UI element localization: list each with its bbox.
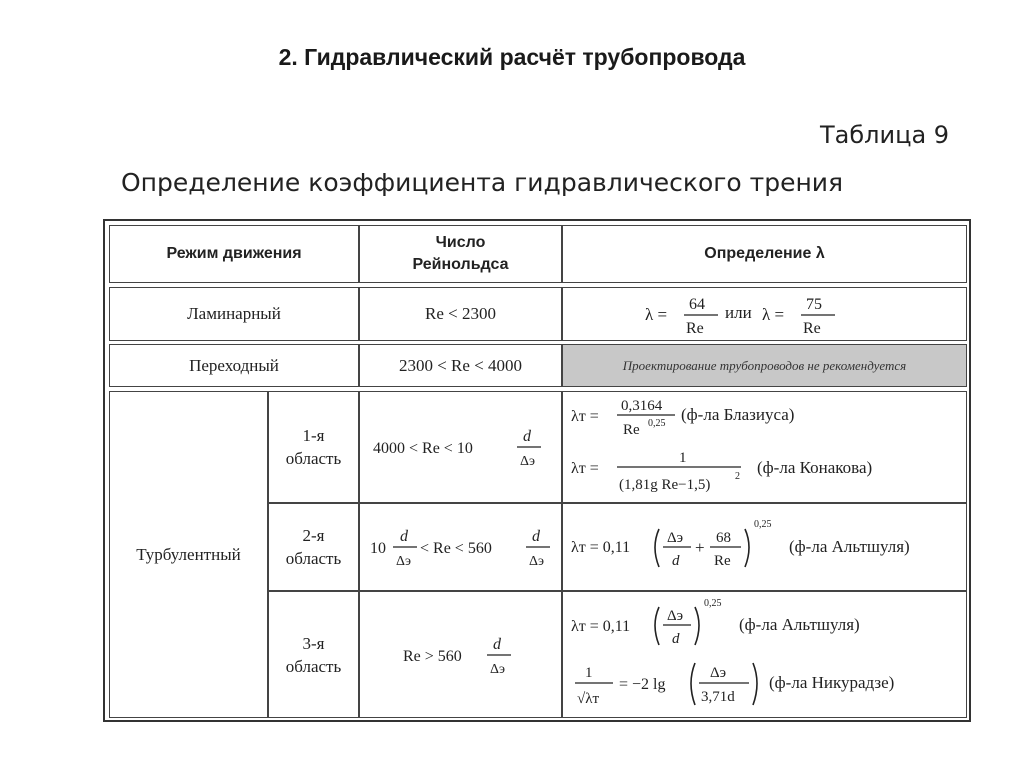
- reynolds-zone-3: [359, 591, 562, 718]
- svg-text:d: d: [531, 528, 540, 545]
- svg-text:Δэ: Δэ: [528, 554, 544, 569]
- regime-transitional: Переходный: [109, 344, 359, 387]
- svg-text:Δэ: Δэ: [667, 530, 684, 546]
- header-regime: Режим движения: [109, 225, 359, 283]
- svg-text:68: 68: [716, 530, 731, 546]
- svg-text:Δэ: Δэ: [519, 454, 535, 469]
- table-number: Таблица 9: [820, 121, 950, 149]
- reynolds-zone-2: [359, 503, 562, 591]
- svg-text:λт = 0,11: λт = 0,11: [571, 618, 631, 635]
- svg-text:(1,81g Re−1,5): (1,81g Re−1,5): [619, 477, 711, 493]
- laminar-formula-graphic: [645, 289, 885, 339]
- reynolds-zone-3-graphic: [401, 625, 521, 685]
- reynolds-zone-1-graphic: [371, 417, 551, 477]
- formula-zone-3-graphic: [563, 593, 958, 716]
- svg-text:Re: Re: [714, 553, 731, 569]
- svg-text:(ф-ла Никурадзе): (ф-ла Никурадзе): [769, 673, 895, 692]
- svg-text:Re: Re: [623, 422, 640, 438]
- svg-text:(ф-ла Альтшуля): (ф-ла Альтшуля): [739, 615, 860, 634]
- zone-2-label: 2-я область: [268, 503, 359, 591]
- reynolds-laminar: Re < 2300: [359, 287, 562, 341]
- svg-text:0,3164: 0,3164: [621, 398, 663, 414]
- formula-zone-1: [562, 391, 967, 503]
- svg-text:10: 10: [369, 540, 386, 557]
- svg-text:√λт: √λт: [577, 691, 600, 707]
- reynolds-transitional: 2300 < Re < 4000: [359, 344, 562, 387]
- svg-text:Δэ: Δэ: [667, 608, 684, 624]
- svg-text:Re: Re: [685, 320, 704, 337]
- svg-text:75: 75: [805, 296, 822, 313]
- svg-text:Re: Re: [802, 320, 821, 337]
- zone-1-label: 1-я область: [268, 391, 359, 503]
- svg-text:или: или: [724, 303, 752, 322]
- svg-text:2: 2: [735, 471, 740, 482]
- svg-text:Re > 560: Re > 560: [402, 647, 462, 665]
- transitional-note: Проектирование трубопроводов не рекомендуется: [562, 344, 967, 387]
- svg-text:64: 64: [688, 296, 705, 313]
- svg-text:= −2 lg: = −2 lg: [619, 676, 666, 693]
- svg-text:λт = 0,11: λт = 0,11: [571, 539, 631, 556]
- svg-text:< Re < 560: < Re < 560: [419, 540, 492, 557]
- formula-laminar: [562, 287, 967, 341]
- svg-text:d: d: [399, 528, 408, 545]
- regime-laminar: Ламинарный: [109, 287, 359, 341]
- svg-text:(ф-ла Альтшуля): (ф-ла Альтшуля): [789, 537, 910, 556]
- formula-zone-3: [562, 591, 967, 718]
- svg-text:Δэ: Δэ: [710, 665, 727, 681]
- svg-text:Δэ: Δэ: [395, 554, 411, 569]
- svg-text:d: d: [672, 631, 680, 647]
- svg-text:0,25: 0,25: [704, 598, 722, 609]
- svg-text:(ф-ла Блазиуса): (ф-ла Блазиуса): [681, 405, 795, 424]
- reynolds-zone-1: [359, 391, 562, 503]
- svg-text:λт =: λт =: [571, 460, 599, 477]
- svg-text:0,25: 0,25: [648, 418, 666, 429]
- svg-text:0,25: 0,25: [754, 519, 772, 530]
- svg-text:d: d: [522, 428, 531, 445]
- svg-text:λт =: λт =: [571, 408, 599, 425]
- zone-3-label: 3-я область: [268, 591, 359, 718]
- svg-text:λ =: λ =: [644, 305, 667, 324]
- svg-text:+: +: [695, 538, 705, 557]
- formula-zone-2: [562, 503, 967, 591]
- svg-text:Δэ: Δэ: [489, 661, 505, 677]
- svg-text:d: d: [492, 635, 501, 653]
- reynolds-zone-2-graphic: [366, 517, 556, 577]
- regime-turbulent: Турбулентный: [109, 391, 268, 718]
- svg-text:3,71d: 3,71d: [701, 689, 735, 705]
- header-lambda: Определение λ: [562, 225, 967, 283]
- svg-text:(ф-ла Конакова): (ф-ла Конакова): [757, 458, 873, 477]
- svg-text:1: 1: [585, 665, 593, 681]
- svg-text:4000 < Re < 10: 4000 < Re < 10: [372, 440, 473, 457]
- svg-text:1: 1: [679, 450, 687, 466]
- formula-zone-1-graphic: [563, 393, 958, 501]
- svg-text:λ =: λ =: [761, 305, 784, 324]
- svg-text:d: d: [672, 553, 680, 569]
- page-heading: 2. Гидравлический расчёт трубопровода: [278, 44, 746, 70]
- formula-zone-2-graphic: [563, 505, 958, 589]
- header-reynolds: Число Рейнольдса: [359, 225, 562, 283]
- table-title: Определение коэффициента гидравлического трения: [121, 168, 844, 197]
